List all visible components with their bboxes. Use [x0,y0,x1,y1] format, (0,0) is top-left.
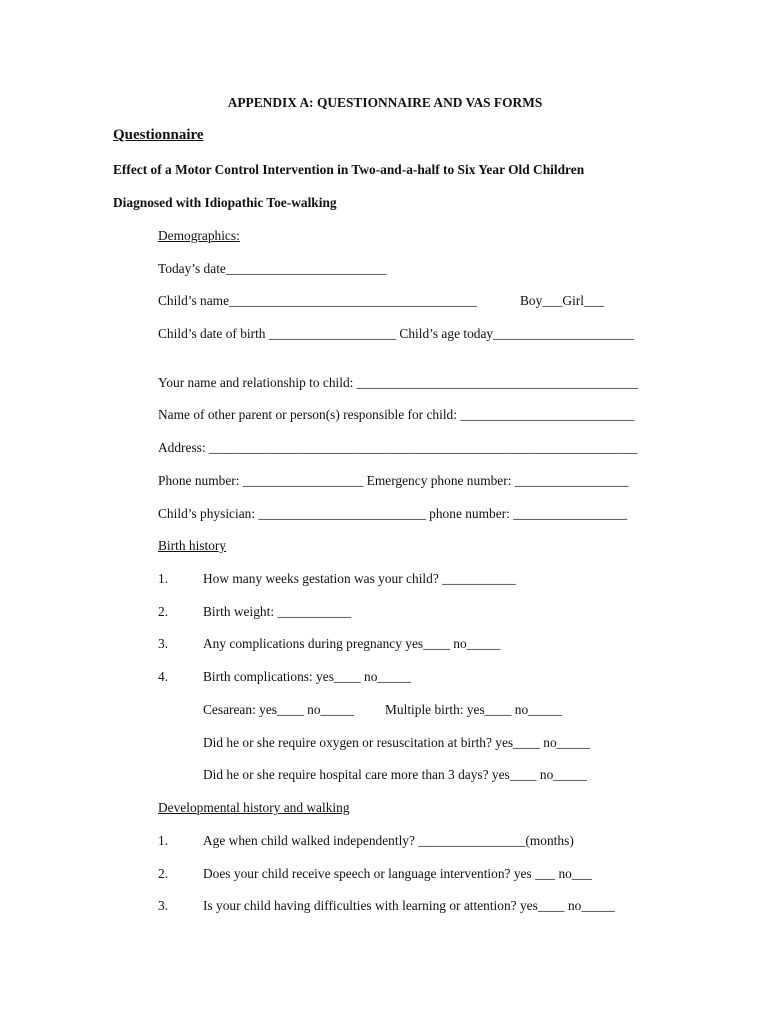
hospital-care-question[interactable]: Did he or she require hospital care more than 3 days? yes____ no_____ [203,767,587,782]
your-name-field[interactable]: Your name and relationship to child: __________________________________________ [158,375,638,390]
dob-age-field[interactable]: Child’s date of birth ___________________ Child’s age today_____________________ [158,326,634,341]
walking-age-question[interactable]: Age when child walked independently? ________________(months) [203,833,574,848]
address-field[interactable]: Address: ________________________________________________________________ [158,440,638,455]
list-item-number: 2. [158,604,169,619]
list-item-number: 1. [158,571,169,586]
birth-complications-question[interactable]: Birth complications: yes____ no_____ [203,669,411,684]
list-item-number: 2. [158,866,169,881]
gestation-question[interactable]: How many weeks gestation was your child? ___________ [203,571,516,586]
list-item-number: 3. [158,898,169,913]
childs-name-field[interactable]: Child’s name_____________________________________ [158,293,477,308]
phone-field[interactable]: Phone number: __________________ Emergency phone number: _________________ [158,473,629,488]
list-item-number: 1. [158,833,169,848]
learning-attention-question[interactable]: Is your child having difficulties with learning or attention? yes____ no_____ [203,898,615,913]
cesarean-question[interactable]: Cesarean: yes____ no_____ [203,702,354,717]
pregnancy-complications-question[interactable]: Any complications during pregnancy yes____ no_____ [203,636,501,651]
study-title-line-1: Effect of a Motor Control Intervention in Two-and-a-half to Six Year Old Children [113,162,585,177]
list-item-number: 4. [158,669,169,684]
multiple-birth-question[interactable]: Multiple birth: yes____ no_____ [385,702,562,717]
demographics-heading: Demographics: [158,228,240,243]
list-item-number: 3. [158,636,169,651]
speech-intervention-question[interactable]: Does your child receive speech or language intervention? yes ___ no___ [203,866,592,881]
boy-girl-field[interactable]: Boy___Girl___ [520,293,605,308]
birth-history-heading: Birth history [158,538,227,553]
todays-date-field[interactable]: Today’s date________________________ [158,261,387,276]
section-title: Questionnaire [113,127,204,143]
physician-field[interactable]: Child’s physician: _________________________ phone number: _________________ [158,506,628,521]
appendix-title: APPENDIX A: QUESTIONNAIRE AND VAS FORMS [227,95,543,110]
other-parent-field[interactable]: Name of other parent or person(s) responsible for child: __________________________ [158,407,635,422]
study-title-line-2: Diagnosed with Idiopathic Toe-walking [113,195,337,210]
oxygen-question[interactable]: Did he or she require oxygen or resuscitation at birth? yes____ no_____ [203,735,591,750]
developmental-heading: Developmental history and walking [158,800,350,815]
birth-weight-question[interactable]: Birth weight: ___________ [203,604,352,619]
